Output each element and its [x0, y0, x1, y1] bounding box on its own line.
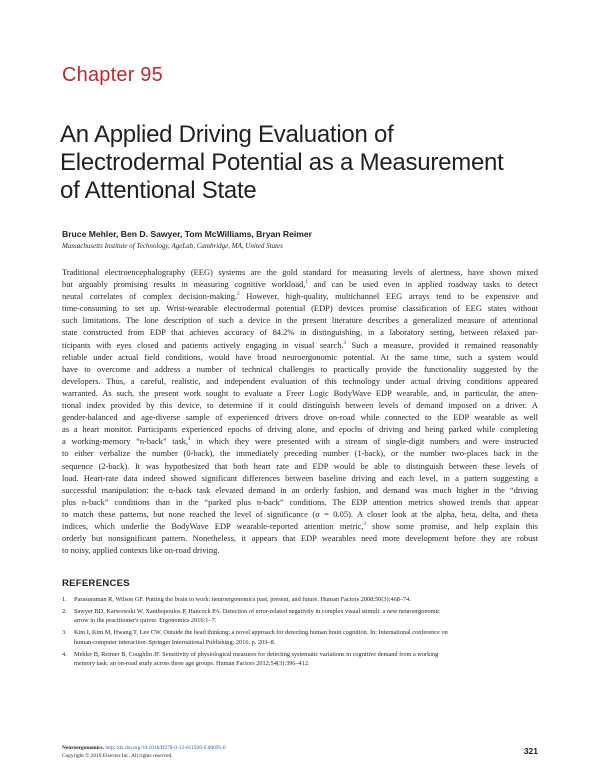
reference-text: Kim I, Kim M, Hwang T, Lee CW. Outside the head thinking: a novel approach for detecting human brain cognition. In: International conference on: [74, 629, 448, 637]
reference-item: [62, 650, 538, 669]
references-list: [62, 595, 538, 671]
abstract-line: a working-memory “n-back” task,$^4$ in which they were presented with a stream of single-digit numbers and were instructed: [62, 436, 538, 447]
abstract-line: such limitations. The lone description of such a device in the present literature describes a generalized measure of attentional: [62, 315, 538, 326]
abstract-text: [62, 266, 538, 556]
references-heading: REFERENCES: [62, 578, 130, 589]
chapter-label: Chapter 95: [62, 64, 163, 86]
abstract-line: warranted. As such, the present work sought to evaluate a Freer Logic BodyWave EDP wearable, and, in particular, the atten-: [62, 387, 538, 398]
page-number: 321: [523, 746, 538, 756]
citation-superscript: 1: [305, 280, 308, 286]
abstract-line: tional index provided by this device, to determine if it could distinguish between levels of demand imposed on a driver. A: [62, 400, 538, 411]
footer-journal: Neuroergonomics.: [62, 745, 104, 751]
abstract-line: load. Heart-rate data indeed showed significant differences between baseline driving and each level, in a pattern suggesting a: [62, 472, 538, 483]
reference-item: [62, 595, 538, 605]
citation-superscript: 3: [343, 340, 347, 346]
footer-doi-link[interactable]: http://dx.doi.org/10.1016/B978-0-12-811926-6.00095-6: [105, 745, 226, 751]
abstract-line: neural correlates of complex decision-making.$^2$ However, high-quality, multichannel EEG arrays tend to be expensive and: [62, 291, 538, 302]
reference-number: 2.: [62, 607, 67, 615]
title-line: of Attentional State: [60, 177, 257, 204]
abstract-line: state constructed from EDP that achieves accuracy of 84.2% in distinguishing, in a laboratory setting, between relaxed par-: [62, 327, 538, 338]
abstract-line: orderly but nonsignificant pattern. Nonetheless, it appears that EDP wearables need more development before they are robust: [62, 533, 538, 544]
abstract-line: ticipants with eyes closed and patients actively engaging in visual search.$^3$ Such a measure, provided it remained reasonably: [62, 339, 538, 350]
abstract-line: indices, which underlie the BodyWave EDP wearable-reported attention metric,$^3$ show some promise, and help explain this: [62, 520, 538, 531]
reference-text: Sawyer BD, Karwowski W, Xanthopoulos P, Hancock PA. Detection of error-related negativity in complex visual stimuli: a new neuroergonomic: [74, 607, 441, 615]
reference-text: Mehler B, Reimer B, Coughlin JF. Sensitivity of physiological measures for detecting systematic variations in cognitive demand from a working: [74, 650, 439, 658]
reference-text: arrow in the practitioner's quiver. Ergonomics 2016:1–7.: [74, 617, 217, 625]
citation-superscript: 2: [237, 292, 240, 298]
abstract-line: sequence (2-back). It was hypothesized that both heart rate and EDP would be able to distinguish between these levels of: [62, 460, 538, 471]
reference-number: 3.: [62, 629, 67, 637]
reference-number: 4.: [62, 650, 67, 658]
abstract-line: Traditional electroencephalography (EEG) systems are the gold standard for measuring levels of alertness, have shown mixed: [62, 267, 538, 277]
reference-number: 1.: [62, 596, 67, 603]
abstract-line: have to overcome and address a number of technical challenges to practically provide the functionality suggested by the: [62, 363, 538, 374]
abstract-line: to noisy, applied contexts like on-road driving.: [62, 545, 220, 556]
abstract-line: gender-balanced and age-diverse sample of experienced drivers drove on-road while connected to the EDP wearable as well: [62, 412, 538, 423]
author-affiliation: Massachusetts Institute of Technology, AgeLab, Cambridge, MA, United States: [62, 242, 283, 250]
abstract-line: time-consuming to set up. Wrist-wearable electrodermal potential (EDP) devices promise classification of EEG states without: [62, 303, 538, 314]
abstract-line: as a heart monitor. Participants experienced epochs of driving alone, and epochs of driving and being parked while completing: [62, 424, 538, 435]
title-line: An Applied Driving Evaluation of: [60, 121, 394, 148]
abstract-line: developers. Thus, a careful, realistic, and independent evaluation of this technology under actual driving conditions appeared: [62, 375, 538, 386]
title-line: Electrodermal Potential as a Measurement: [60, 149, 504, 176]
abstract-line: but arguably promising results in measuring cognitive workload,$^1$ and can be used even in applied roadway tasks to detect: [62, 279, 538, 290]
citation-superscript: 4: [187, 437, 191, 443]
reference-item: [62, 607, 538, 626]
abstract-line: plus n-back” conditions than in the “parked plus n-back” conditions. The EDP attention metrics showed trends that appear: [62, 496, 538, 507]
abstract-line: to either verbalize the number (0-back), the immediately preceding number (1-back), or the number two-places back in the: [62, 448, 538, 459]
citation-superscript: 3: [363, 522, 367, 528]
reference-item: [62, 628, 538, 647]
reference-text: human-computer interaction. Springer International Publishing; 2016. p. 203–8.: [74, 638, 276, 646]
abstract-line: to match these patterns, but none reached the level of significance (α = 0.05). A closer look at the alpha, beta, delta, and theta: [62, 508, 538, 519]
author-list: Bruce Mehler, Ben D. Sawyer, Tom McWilliams, Bryan Reimer: [62, 229, 313, 239]
footer-copyright: Copyright © 2019 Elsevier Inc. All rights reserved.: [62, 753, 173, 759]
reference-text: memory task: an on-road study across three age groups. Human Factors 2012;54(3):396–412.: [74, 660, 310, 668]
abstract-line: reliable under actual field conditions, would have broad neuroergonomic potential. At the same time, such a system would: [62, 351, 538, 362]
abstract-line: successful manipulation: the n-back task elevated demand in an orderly fashion, and demand was much higher in the “driving: [62, 484, 538, 495]
paper-title: [60, 121, 540, 205]
reference-text: Parasuraman R, Wilson GF. Putting the brain to work: neuroergonomics past, present, and future. Human Factors 2008;50(3):468–74.: [74, 596, 411, 603]
footer-citation: [62, 745, 226, 751]
